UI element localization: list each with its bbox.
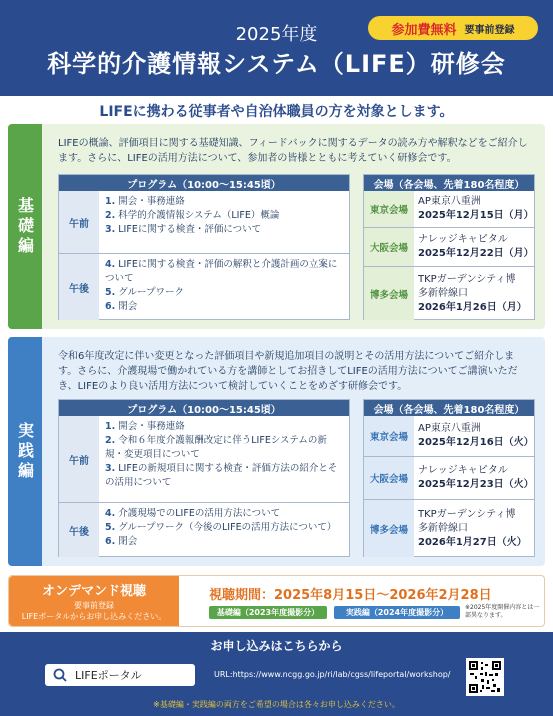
fiscal-year: 2025年度 (235, 24, 318, 45)
practical-afternoon (59, 503, 349, 557)
morning-label: 午前 (59, 416, 99, 502)
program-item: 3. LIFEに関する検査・評価について (105, 224, 262, 235)
qr-code-icon[interactable] (466, 658, 504, 696)
application-url[interactable]: URL:https://www.ncgg.go.jp/ri/lab/cgss/lifeportal/workshop/ (214, 670, 451, 679)
portal-search-box[interactable] (45, 664, 195, 686)
footer-note: ※基礎編・実践編の両方をご希望の場合は各々お申し込みください。 (153, 700, 400, 709)
venue-row-osaka: 大阪会場 ナレッジキャピタル 2025年12月22日（月） (364, 228, 534, 266)
practical-tab: 実践編 (8, 337, 42, 566)
venue-row-hakata: 博多会場 TKPガーデンシティ博多新幹線口 2026年1月26日（月） (364, 267, 534, 320)
basic-description: LIFEの概論、評価項目に関する基礎知識、フィードバックに関するデータの読み方や解釈などをご紹介します。さらに、LIFEの活用方法について、参加者の皆様とともに考えていく研修会です。 (58, 138, 528, 164)
ondemand-registration: 要事前登録 (74, 601, 114, 610)
program-header: プログラム（10:00〜15:45頃） (59, 400, 349, 416)
program-item: 3. LIFEの新規項目に関する検査・評価方法の紹介とその活用について (105, 463, 338, 488)
program-item: 2. 科学的介護情報システム（LIFE）概論 (105, 210, 280, 221)
program-item: 1. 開会・事務連絡 (105, 196, 185, 207)
practical-program (58, 399, 350, 557)
venue-row-osaka: 大阪会場 ナレッジキャピタル 2025年12月23日（火） (364, 457, 534, 499)
program-item: 1. 開会・事務連絡 (105, 421, 185, 432)
program-item: 2. 令和６年度介護報酬改定に伴うLIFEシステムの新規・変更項目について (105, 435, 327, 460)
basic-morning (59, 191, 349, 253)
program-item: 6. 閉会 (105, 536, 138, 547)
ondemand-title: オンデマンド視聴 (41, 584, 146, 599)
basic-program (58, 174, 350, 320)
qr-pattern (469, 661, 501, 693)
morning-label: 午前 (59, 191, 99, 253)
afternoon-label: 午後 (59, 254, 99, 320)
venue-header: 会場（各会場、先着180名程度） (364, 175, 534, 191)
afternoon-label: 午後 (59, 503, 99, 557)
free-badge (368, 16, 538, 40)
ondemand-instruction: LIFEポータルからお申し込みください。 (21, 612, 167, 621)
viewing-period: 視聴期間：2025年8月15日〜2026年2月28日 (209, 588, 492, 603)
application-footer (0, 632, 553, 716)
venue-row-hakata: 博多会場 TKPガーデンシティ博多新幹線口 2026年1月27日（火） (364, 500, 534, 557)
practical-section (8, 337, 545, 566)
ondemand-panel (8, 575, 545, 627)
basic-afternoon (59, 254, 349, 320)
program-header: プログラム（10:00〜15:45頃） (59, 175, 349, 191)
fee-label: 参加費無料 (391, 22, 457, 38)
program-item: 4. LIFEに関する検査・評価の解釈と介護計画の立案について (105, 259, 338, 284)
venue-header: 会場（各会場、先着180名程度） (364, 400, 534, 416)
page-title: 科学的介護情報システム（LIFE）研修会 (47, 50, 506, 78)
basic-venues (363, 174, 535, 320)
program-item: 6. 閉会 (105, 301, 138, 312)
ondemand-label-box (9, 576, 179, 626)
practical-venues (363, 399, 535, 557)
program-item: 5. グループワーク (105, 287, 185, 298)
basic-tab: 基礎編 (8, 124, 42, 329)
practical-recording-pill: 実践編（2024年度撮影分） (334, 606, 460, 619)
venue-row-tokyo: 東京会場 AP東京八重洲 2025年12月15日（月） (364, 191, 534, 227)
basic-section (8, 124, 545, 329)
basic-recording-pill: 基礎編（2023年度撮影分） (209, 606, 327, 619)
practical-description: 令和6年度改定に伴い変更となった評価項目や新規追加項目の説明とその活用方法についてご紹介します。さらに、介護現場で働かれている方を講師としてお招きしてLIFEの活用方法についてご講演いただき、LIFEのより良い活用方法について検討していくことをめざす研修会です。 (58, 351, 518, 392)
venue-row-tokyo: 東京会場 AP東京八重洲 2025年12月16日（火） (364, 416, 534, 456)
search-text: LIFEポータル (75, 669, 142, 682)
content-difference-note: ※2025年度開催内容とは一部異なります。 (465, 604, 540, 619)
program-item: 5. グループワーク（今後のLIFEの活用方法について） (105, 522, 337, 533)
header-banner (0, 0, 553, 96)
practical-morning (59, 416, 349, 502)
program-item: 4. 介護現場でのLIFEの活用方法について (105, 508, 281, 519)
registration-label: 要事前登録 (464, 24, 515, 36)
search-icon (53, 668, 67, 682)
target-audience: LIFEに携わる従事者や自治体職員の方を対象とします。 (99, 104, 454, 120)
apply-heading: お申し込みはこちらから (210, 639, 343, 653)
